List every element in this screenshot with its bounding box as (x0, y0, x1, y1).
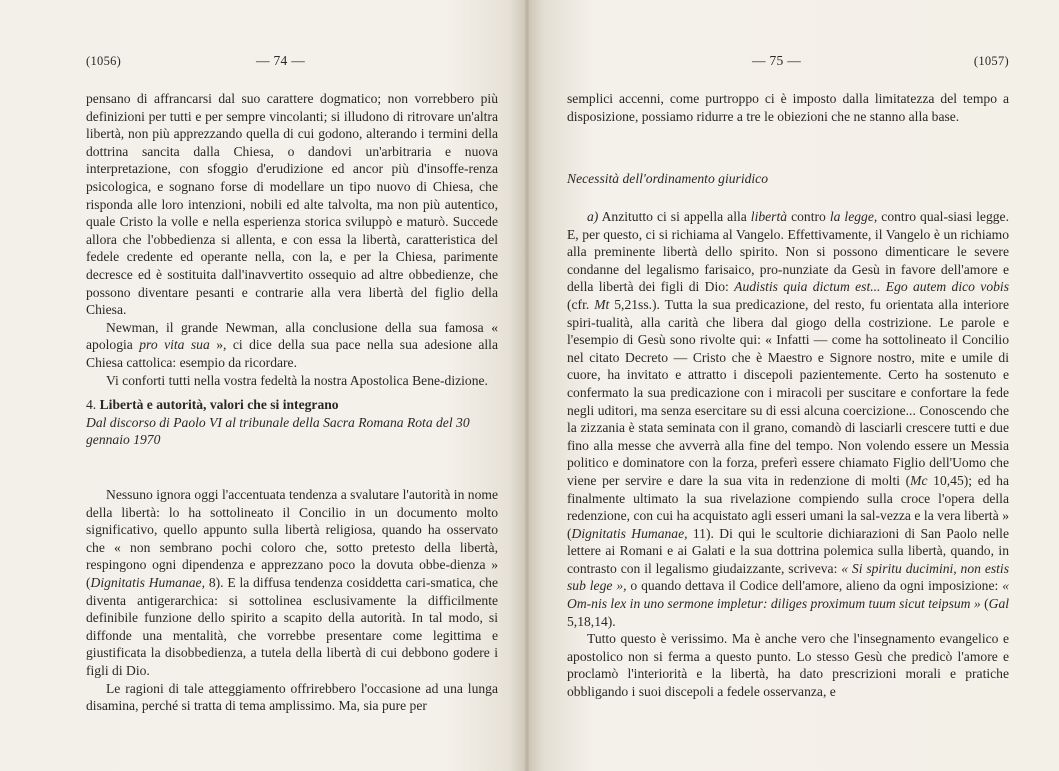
text-run: (cfr. (567, 296, 595, 312)
left-body-bottom (86, 486, 498, 715)
section-source: Dal discorso di Paolo VI al tribunale della Sacra Romana Rota del 30 gennaio 1970 (86, 414, 470, 448)
italic-run: « Si spiritu ducimini, non estis sub lege », (567, 560, 1009, 594)
subheading: Necessità dell'ordinamento giuridico (567, 171, 768, 186)
left-paragraph-3: Vi conforti tutti nella vostra fedeltà la nostra Apostolica Bene-dizione. (106, 372, 488, 388)
left-page (0, 0, 525, 771)
left-paragraph-5: Le ragioni di tale atteggiamento offrirebbero l'occasione ad una lunga disamina, perché si tratta di tema amplissimo. Ma, sia pure per (86, 680, 498, 714)
left-folio: (1056) (86, 54, 122, 68)
section-title (86, 396, 498, 414)
left-page-number: — 74 — (256, 53, 306, 68)
right-paragraph-3: Tutto questo è verissimo. Ma è anche vero che l'insegnamento evangelico e apostolico non si ferma a questo punto. Lo stesso Gesù che predicò l'amore e proclamò l'interiorità e la libertà, ha dato prescrizioni morali e pratiche obbligando i suoi discepoli a fedele osservanza, e (567, 631, 1009, 700)
section-title-text: Libertà e autorità, valori che si integrano (99, 397, 339, 412)
italic-run: Dignitatis Humanae, (90, 574, 205, 590)
right-paragraph-1: semplici accenni, come purtroppo ci è imposto dalla limitatezza del tempo a disposizione, possiamo ridurre a tre le obiezioni che ne stanno alla base. (567, 91, 1009, 124)
right-page-number: — 75 — (752, 53, 802, 68)
italic-run: Mt (594, 296, 610, 312)
italic-run: « Om-nis lex in uno sermone impletur: diliges proximum tuum sicut teipsum » (567, 578, 1009, 612)
text-run: Newman, il grande Newman, alla conclusione della sua famosa « apologia (86, 319, 498, 353)
right-body-top (567, 90, 1009, 125)
text-run: », ci dice della sua pace nella sua adesione alla Chiesa cattolica: esempio da ricordare. (86, 337, 498, 370)
italic-run: a) (587, 209, 599, 224)
italic-run: Audistis quia dictum est... Ego autem dico vobis (734, 279, 1009, 295)
section-number: 4. (86, 397, 97, 412)
text-run: o quando dettava il Codice dell'amore, alieno da ogni imposizione: (626, 578, 1003, 594)
right-page (529, 0, 1059, 771)
italic-run: libertà (750, 209, 788, 224)
text-run: 5,21ss.). Tutta la sua predicazione, del resto, fu orientata alla interiore spiri-tualità, alla carità che libera dal giogo della costrizione. Le parole e l'esempio di Gesù sono rivolte qui: « Infatti — come ha sottolineato il Concilio nel citato Decreto — Cristo che è Maestro e Signore nostro, mite e umile di cuore, ha invitato e attratto i discepoli pazientemente. Certo ha sostenuto e confermato la sua predicazione con i miracoli per suscitare e confortare la fede negli uditori, ma senza esercitare su di essi alcuna coercizione... Conoscendo che la zizzania è stata seminata con il grano, comandò di lasciarli crescere tutti e due fino alla messe che avverrà alla fine del tempo. Non volendo essere un Messia politico e dominatore con la forza, preferì essere chiamato Figlio dell'Uomo che viene per servire e dare la sua vita in redenzione di molti ( (567, 296, 1009, 488)
text-run: 10,45); ed ha finalmente ultimato la sua rivelazione compiendo sulla croce l'opera della redenzione, con cui ha acquistato agli esseri umani la sal-vezza e la vera libertà » ( (567, 472, 1009, 541)
section-heading-block (86, 396, 498, 449)
text-run: ( (980, 596, 989, 612)
italic-run: Gal (988, 596, 1010, 612)
text-run: 11). Di qui le scultorie dichiarazioni di San Paolo nelle lettere ai Romani e ai Galati e la sua dottrina polemica sulla libertà, quando, in contrasto con il legalismo giudaizzante, scriveva: (567, 525, 1009, 576)
text-run: contro (787, 209, 830, 224)
text-run: Nessuno ignora oggi l'accentuata tendenza a svalutare l'autorità in nome della libertà: lo ha sottolineato il Concilio in un documento molto significativo, quello appunto sulla libertà religiosa, quando ha osservato che « non sembrano pochi coloro che, sotto pretesto della libertà, respingono ogni dipendenza e apprezzano poco la dovuta obbe-dienza » ( (86, 487, 498, 590)
text-run: contro qual-siasi legge. E, per questo, ci si richiama al Vangelo. Effettivamente, il Vangelo è un richiamo alla preminente libertà dello spirito. Non si possono dimenticare le severe condanne del legalismo farisaico, pro-nunziate da Gesù in favore dell'amore e della libertà dei figli di Dio: (567, 209, 1009, 295)
italic-run: pro vita sua (139, 337, 210, 353)
right-paragraph-2 (567, 208, 1009, 630)
right-folio: (1057) (973, 54, 1009, 68)
italic-run: Mc (910, 472, 928, 488)
subheading-block (567, 170, 1009, 188)
left-paragraph-4 (86, 486, 498, 680)
left-paragraph-1: pensano di affrancarsi dal suo carattere dogmatico; non vorrebbero più definizioni per tutti e per sempre vincolanti; si illudono di ritrovare un'altra libertà, non più apprezzando quella di cui godono, alterando i termini della dottrina sancita dalla Chiesa, o dandovi un'arbitraria e nuova interpretazione, con sfoggio d'erudizione ed ancor più d'insoffe-renza psicologica, e sognano forse di modellare un tipo nuovo di Chiesa, che risponda alle loro intenzioni, nobili ed alte talvolta, ma non più autentico, quale Cristo la volle e nella esperienza storica sviluppò e maturò. Succede allora che l'obbedienza si allenta, e con essa la libertà, caratteristica del fedele credente ed operante nella, con la, e per la Chiesa, parimente decresce ed è sostituita dall'inavvertito ossequio ad altre obbedienze, che possono diventare pesanti e contrarie alla vera libertà del figlio della Chiesa. (86, 91, 498, 318)
left-paragraph-2 (86, 319, 498, 372)
left-body-top (86, 90, 498, 389)
right-body-main (567, 208, 1009, 701)
text-run: Anzitutto ci si appella alla (598, 209, 751, 224)
text-run: 8). E la diffusa tendenza cosiddetta cari-smatica, che diventa antigerarchica: si sottolinea esclusivamente la difficilmente definibile funzione dello spirito a scapito della autorità. In tal modo, si diffonde una mentalità, che vorrebbe presentare come legittima e giustificata la disobbedienza, a tutela della libertà di cui debbono godere i figli di Dio. (86, 574, 498, 678)
italic-run: Dignitatis Humanae, (571, 525, 688, 541)
text-run: 5,18,14). (567, 613, 616, 629)
italic-run: la legge, (829, 209, 878, 224)
